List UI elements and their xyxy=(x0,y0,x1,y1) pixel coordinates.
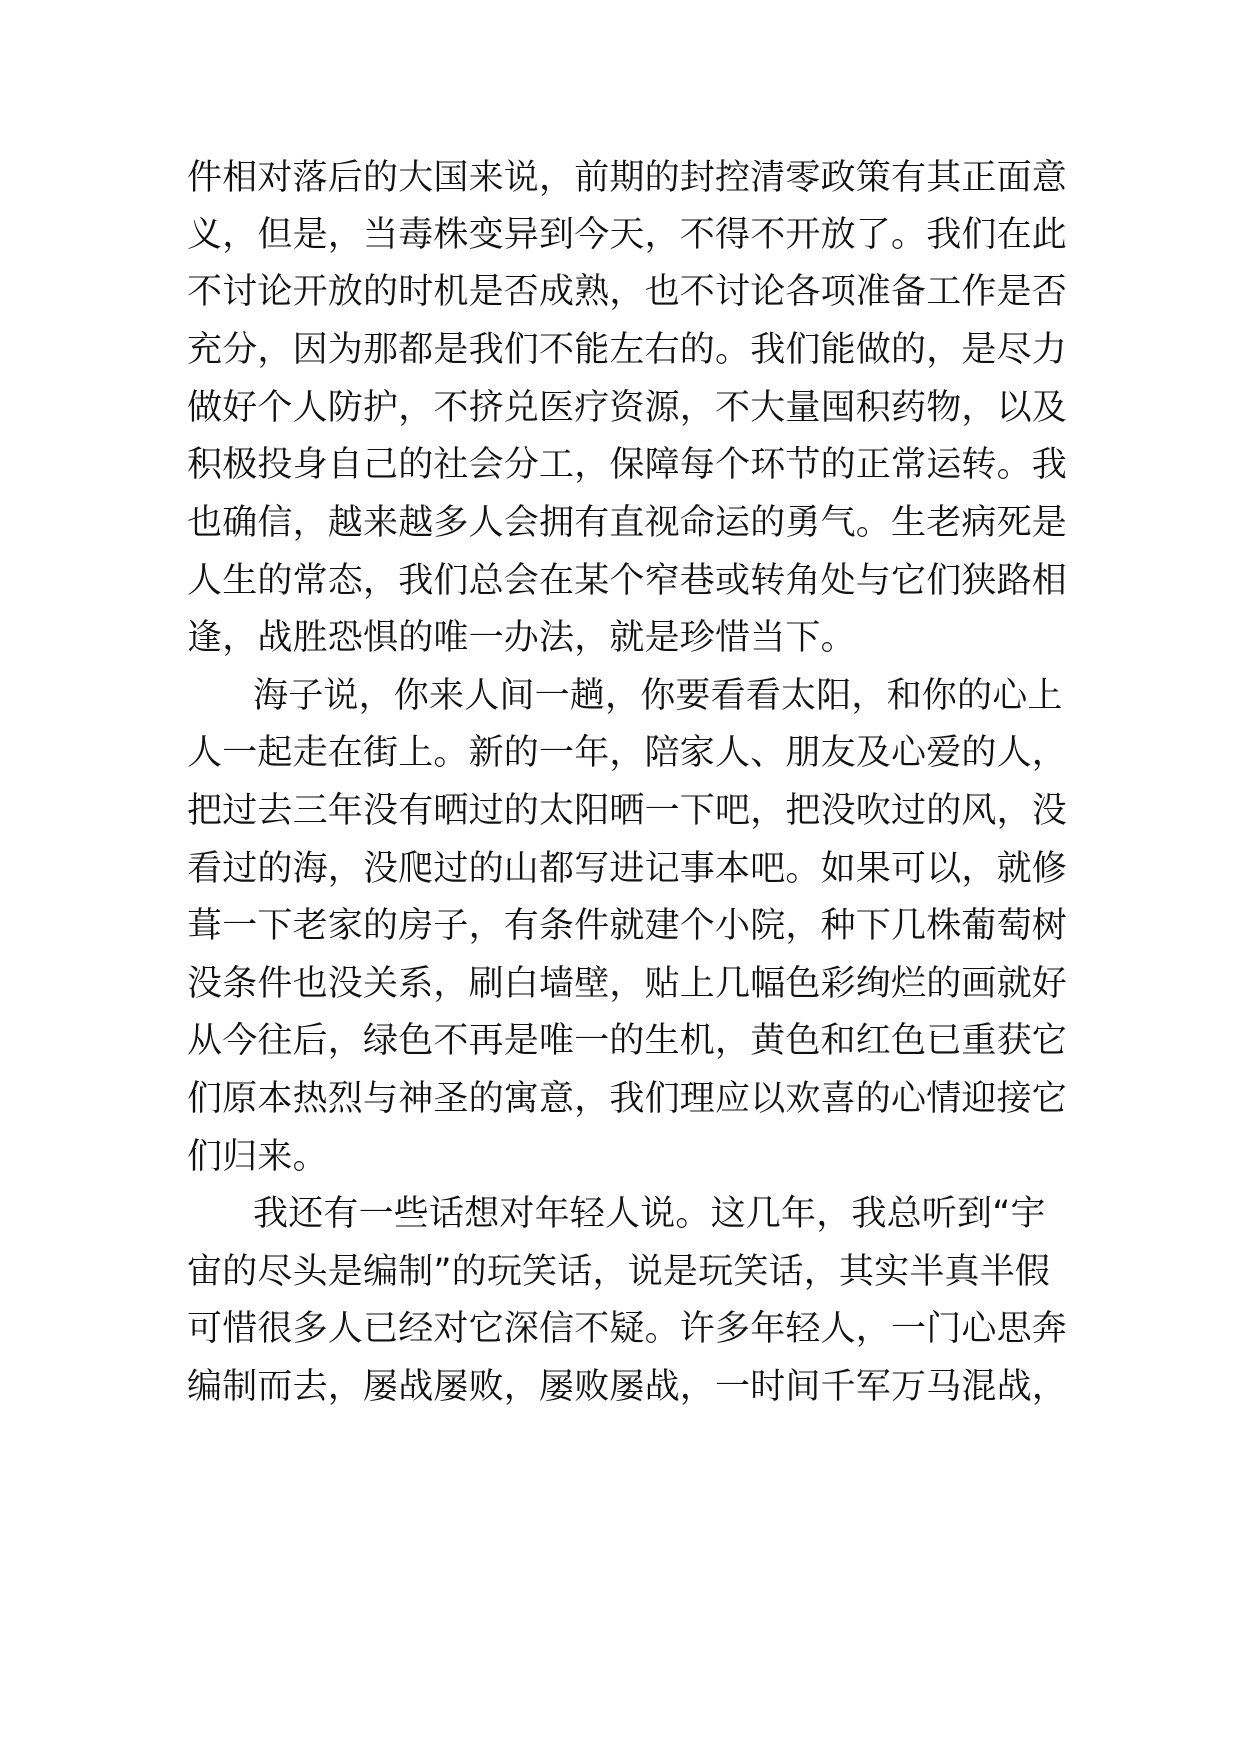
text-line: 人一起走在街上。新的一年，陪家人、朋友及心爱的人， xyxy=(187,733,1068,773)
text-line: 人生的常态，我们总会在某个窄巷或转角处与它们狭路相 xyxy=(187,561,1068,601)
text-line: 看过的海，没爬过的山都写进记事本吧。如果可以，就修 xyxy=(187,849,1068,889)
text-line: 葺一下老家的房子，有条件就建个小院，种下几株葡萄树 xyxy=(187,906,1068,946)
text-line: 没条件也没关系，刷白墙壁，贴上几幅色彩绚烂的画就好 xyxy=(187,964,1068,1004)
text-line: 把过去三年没有晒过的太阳晒一下吧，把没吹过的风，没 xyxy=(187,791,1068,831)
text-line: 们原本热烈与神圣的寓意，我们理应以欢喜的心情迎接它 xyxy=(187,1079,1068,1119)
text-line: 逢，战胜恐惧的唯一办法，就是珍惜当下。 xyxy=(187,618,856,658)
text-line: 编制而去，屡战屡败，屡败屡战，一时间千军万马混战， xyxy=(187,1367,1068,1407)
text-line: 充分，因为那都是我们不能左右的。我们能做的，是尽力 xyxy=(187,330,1068,370)
paragraph-first-line: 海子说，你来人间一趟，你要看看太阳，和你的心上 xyxy=(253,676,1063,716)
text-line: 义，但是，当毒株变异到今天，不得不开放了。我们在此 xyxy=(187,215,1068,255)
text-line: 也确信，越来越多人会拥有直视命运的勇气。生老病死是 xyxy=(187,503,1068,543)
paragraph-first-line: 我还有一些话想对年轻人说。这几年，我总听到“宇 xyxy=(253,1194,1046,1234)
text-line: 宙的尽头是编制”的玩笑话，说是玩笑话，其实半真半假 xyxy=(187,1252,1051,1292)
text-line: 不讨论开放的时机是否成熟，也不讨论各项准备工作是否 xyxy=(187,272,1068,312)
text-line: 件相对落后的大国来说，前期的封控清零政策有其正面意 xyxy=(187,158,1068,198)
text-line: 们归来。 xyxy=(187,1137,328,1177)
text-line: 可惜很多人已经对它深信不疑。许多年轻人，一门心思奔 xyxy=(187,1309,1068,1349)
text-line: 积极投身自己的社会分工，保障每个环节的正常运转。我 xyxy=(187,445,1068,485)
text-line: 从今往后，绿色不再是唯一的生机，黄色和红色已重获它 xyxy=(187,1021,1068,1061)
text-line: 做好个人防护，不挤兑医疗资源，不大量囤积药物，以及 xyxy=(187,388,1068,428)
